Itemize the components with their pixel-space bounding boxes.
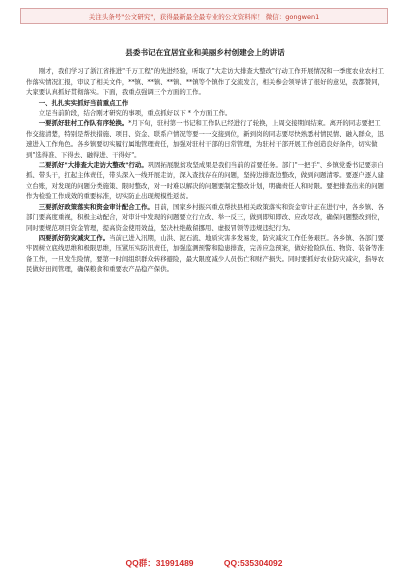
body-paragraph: 刚才，我们学习了浙江省推进"千万工程"的先进经验，听取了"大走访大排查大整改"行动工作开展情况和一季度农业农村工作落实情况汇报，审议了相关文件，**镇、**镇、**镇、**镇等个镇作了交流发言，相关参会领导讲了很好的意见，我都赞同，大家要认真抓好贯彻落实。下面，我重点强调三个方面的工作。 <box>26 67 384 97</box>
footer-qq-group[interactable]: QQ群：31991489 <box>125 558 194 568</box>
document-body <box>26 48 384 275</box>
subsection-lead: 四要抓好防灾减灾工作。 <box>38 233 110 242</box>
document-content <box>26 66 384 274</box>
section-heading: 一、扎扎实实抓好当前重点工作 <box>38 98 129 107</box>
promo-banner[interactable]: 关注头条号"公文研究"，获得最新最全最专业的公文资料库！ 微信：gongwen1 <box>20 8 388 24</box>
subsection-paragraph <box>26 233 384 275</box>
subsection-lead: 二要抓好"大排查大走访大整改"行动。 <box>38 161 148 170</box>
subsection-paragraph <box>26 160 384 202</box>
document-title: 县委书记在宜居宜业和美丽乡村创建会上的讲话 <box>125 48 285 57</box>
subsection-text: *月下旬，驻村第一书记和工作队已经进行了轮换，上周交接期间结束。离开的同志要把工作交接清楚，特别是帮扶措施、项目、资金、联系户情况等要一一交接到位，新到岗的同志要尽快熟悉村情民情、融入群众，迅速进入工作角色。各乡镇要切实履行属地管理责任，加强对驻村干部的日常管理，为驻村干部开展工作创造良好条件，切实做到"选得准、下得去、融得进、干得好"。 <box>26 119 384 159</box>
footer <box>0 557 408 569</box>
subsection-paragraph <box>26 118 384 160</box>
body-paragraph: 立足当前阶段，结合刚才研究的事项，重点抓好以下 * 个方面工作。 <box>38 109 232 118</box>
subsection-text: 目前，国家乡村振兴重点帮扶县相关政策落实和资金审计正在进行中，各乡镇、各部门要高度重视，积极主动配合，对审计中发现的问题要立行立改、举一反三，做到即知即改、应改尽改，确保问题整改到位，同时要规范项目资金管理，提高资金使用效益，坚决杜绝截留挪用、虚报冒领等违规违纪行为。 <box>26 202 384 232</box>
subsection-lead: 三要抓好政策落实和资金审计配合工作。 <box>38 202 154 211</box>
subsection-paragraph <box>26 202 384 233</box>
subsection-text: 当前已进入汛期，山洪、泥石流、地质灾害多发易发，防灾减灾工作任务艰巨。各乡镇、各部门要牢固树立底线思维和极限思维，压紧压实防汛责任，加强监测预警和隐患排查，完善应急预案，做好抢险队伍、物资、装备等准备工作，一旦发生险情，要第一时间组织群众转移避险，最大限度减少人员伤亡和财产损失。同时要抓好农业防灾减灾，指导农民做好田间管理，确保粮食和重要农产品稳产保供。 <box>26 233 384 274</box>
subsection-lead: 一要抓好驻村工作队有序轮换。 <box>38 119 129 128</box>
subsection-text: 巩固拓展脱贫攻坚成果是我们当前的首要任务。部门"一把手"、乡镇党委书记要亲自抓、带头干，扛起主体责任，带头深入一线开展走访，深入查找存在的问题，坚持边排查边整改，做到问题清零。要逐户逐人建立台账，对发现的问题分类施策、限时整改，对一时难以解决的问题要制定整改计划，明确责任人和时限。要把排查出来的问题作为检验工作成效的重要标准，切实防止出现规模性返贫。 <box>26 161 384 201</box>
footer-qq[interactable]: QQ:535304092 <box>223 558 283 568</box>
